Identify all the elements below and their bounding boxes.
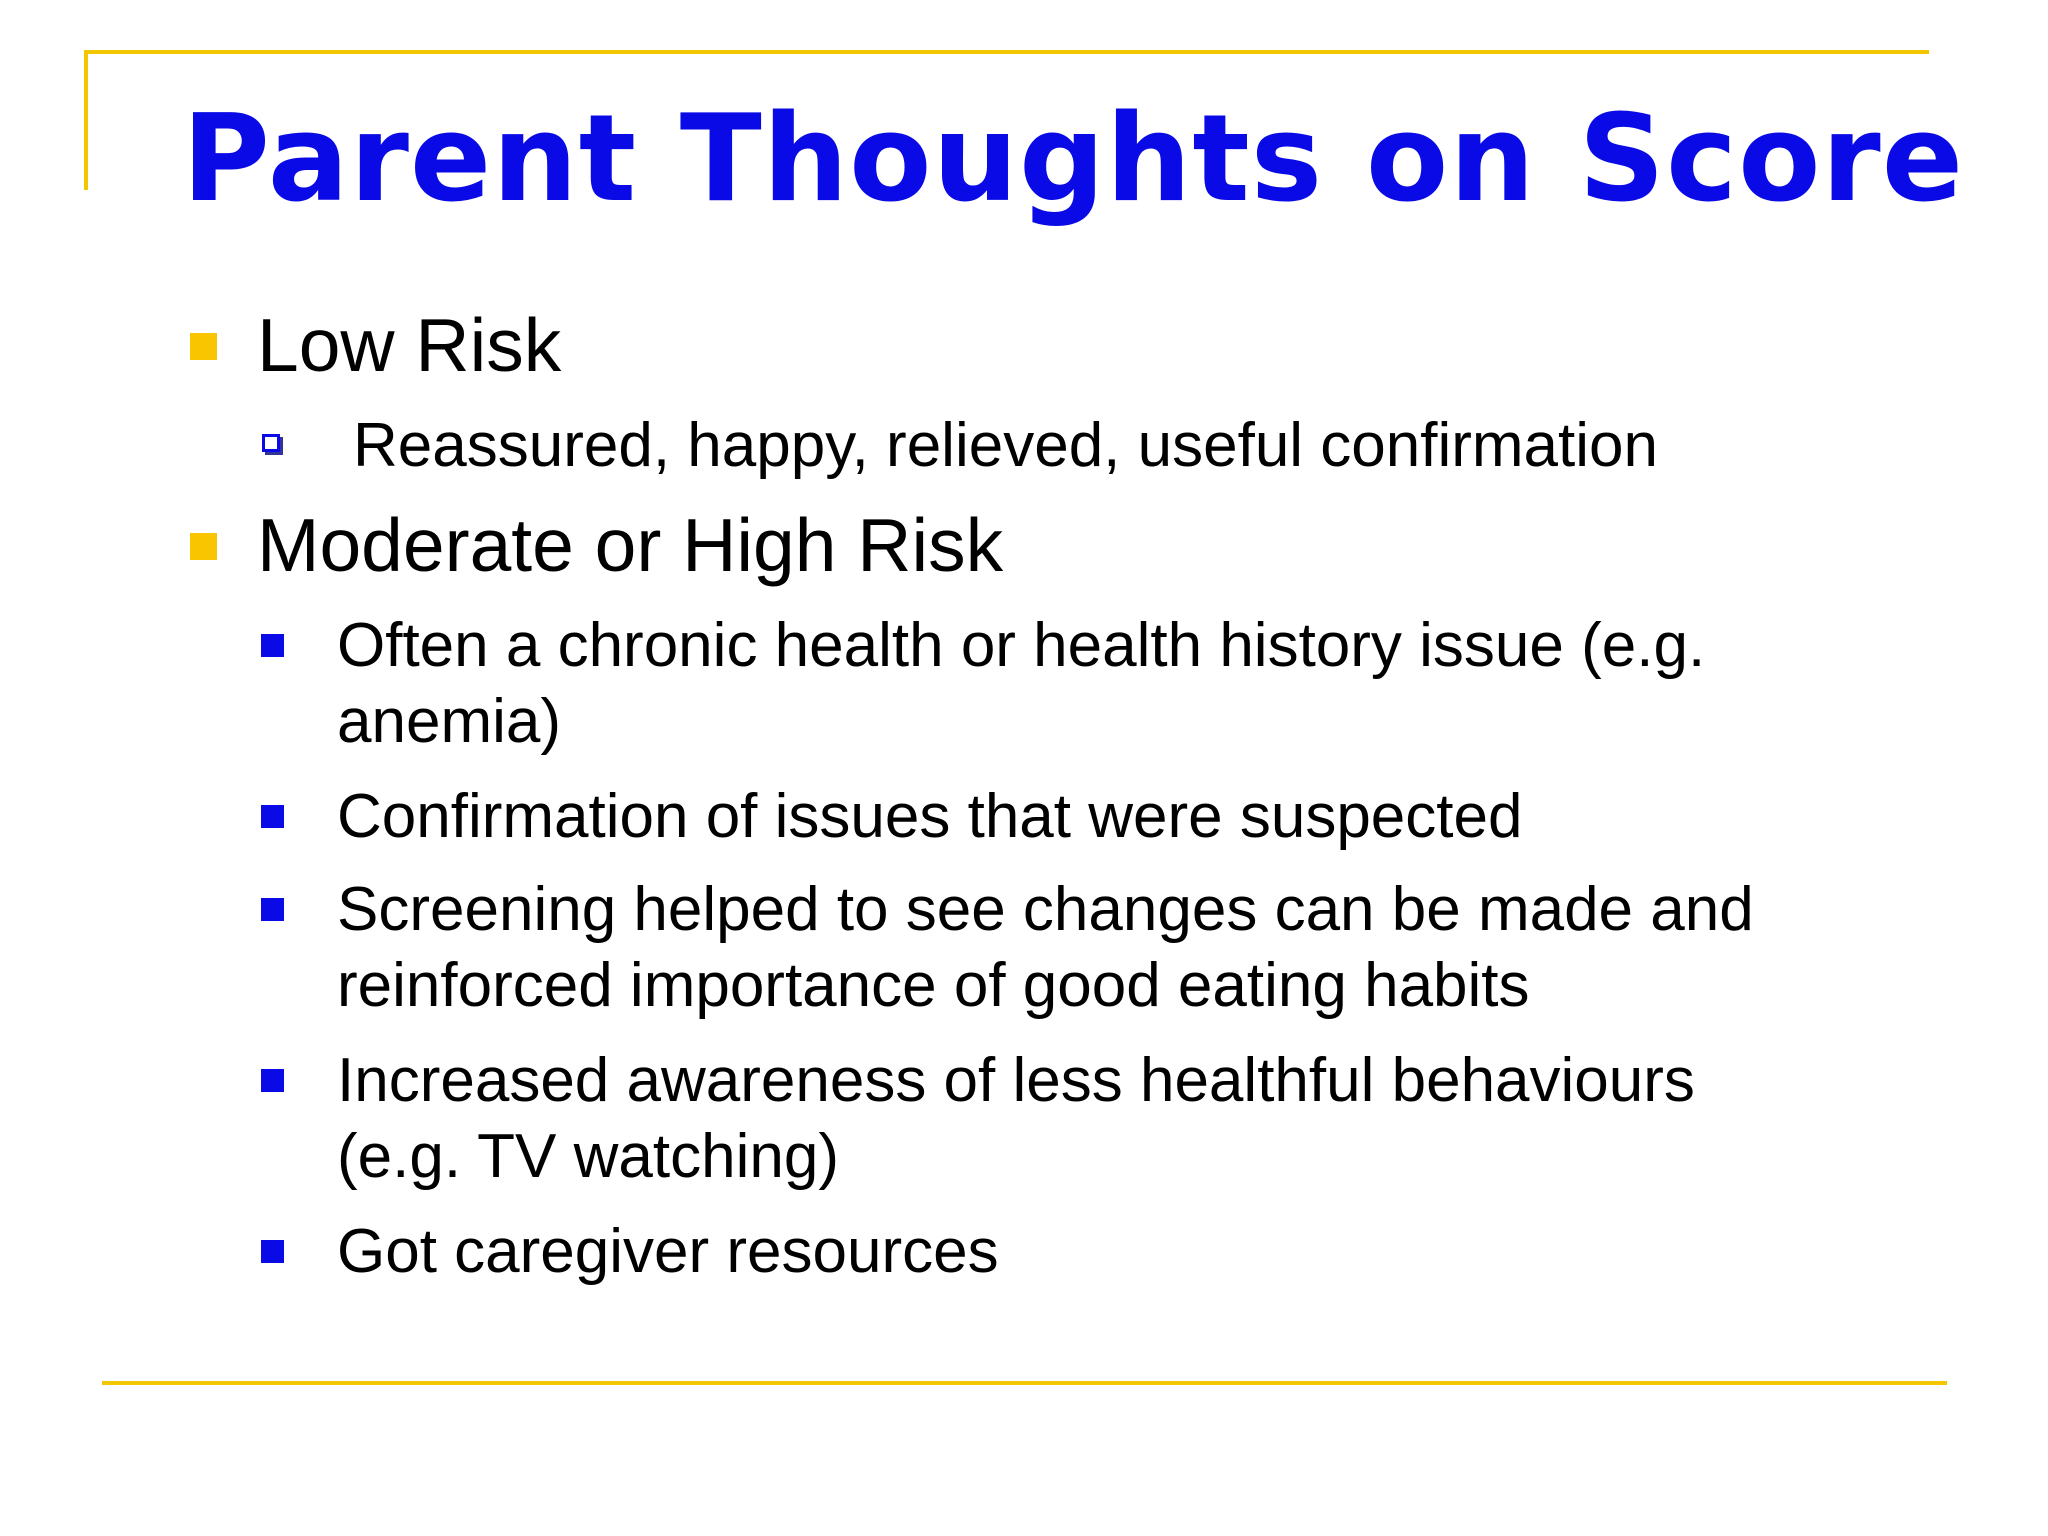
square-bullet-icon [190,533,217,560]
list-item-line: Reassured, happy, relieved, useful confirmation [353,411,1658,480]
square-bullet-icon [261,898,284,921]
list-item-line: Screening helped to see changes can be made and [337,875,1754,944]
list-item-line: Confirmation of issues that were suspected [337,782,1523,851]
square-bullet-icon [261,1240,284,1263]
section-heading: Moderate or High Risk [257,503,1004,587]
hollow-square-bullet-icon [262,434,280,452]
list-item-line: anemia) [337,687,561,756]
square-bullet-icon [261,1069,284,1092]
slide-title: Parent Thoughts on Score [182,90,1965,229]
square-bullet-icon [190,333,217,360]
list-item-line: Often a chronic health or health history issue (e.g. [337,611,1706,680]
list-item-line: Got caregiver resources [337,1217,999,1286]
list-item-line: reinforced importance of good eating habits [337,951,1530,1020]
section-heading: Low Risk [257,303,562,387]
list-item-line: Increased awareness of less healthful behaviours [337,1046,1695,1115]
list-item-line: (e.g. TV watching) [337,1122,839,1191]
square-bullet-icon [261,634,284,657]
square-bullet-icon [261,805,284,828]
